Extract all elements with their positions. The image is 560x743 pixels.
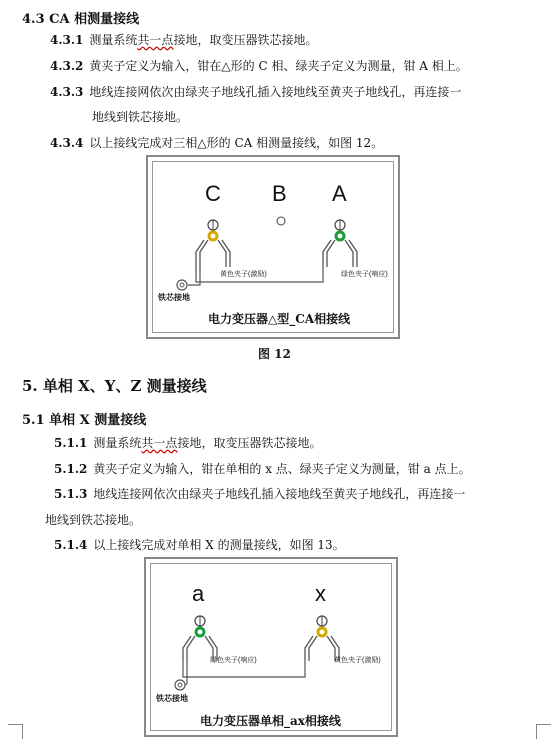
page-corner-mark-left (8, 724, 23, 739)
item-number: 4.3.1 (50, 33, 84, 47)
core-ground-label-13: 铁芯接地 (156, 694, 188, 703)
terminal-a-lower (195, 616, 205, 636)
item-text-wavy: 共一点 (137, 33, 174, 47)
item-text: 接地，取变压器铁芯接地。 (177, 436, 322, 450)
page-corner-mark-right (536, 724, 551, 739)
figure-13-diagram (146, 559, 396, 735)
item-text: 接地，取变压器铁芯接地。 (173, 33, 318, 47)
core-ground-symbol (177, 280, 187, 290)
section-heading-4-3: 4.3 CA 相测量接线 (22, 12, 140, 27)
paragraph-5-1-3 (54, 485, 465, 502)
label-point-a: a (192, 581, 205, 606)
green-clip-leads (323, 240, 357, 267)
item-text: 地线连接网依次由绿夹子地线孔插入接地线至黄夹子地线孔，再连接一 (93, 487, 466, 501)
figure-12-caption: 电力变压器△型_CA相接线 (208, 312, 351, 326)
green-clip-label: 绿色夹子(响应) (341, 271, 388, 278)
terminal-c (208, 220, 218, 240)
item-text: 黄夹子定义为输入，钳在△形的 C 相、绿夹子定义为测量，钳 A 相上。 (89, 59, 468, 73)
paragraph-5-1-3-cont: 地线到铁芯接地。 (45, 513, 142, 527)
figure-12-title: 图 12 (258, 347, 291, 361)
paragraph-4-3-3 (50, 83, 461, 100)
label-phase-b: B (272, 181, 287, 206)
item-number: 5.1.1 (54, 436, 88, 450)
paragraph-4-3-3-cont: 地线到铁芯接地。 (92, 110, 189, 124)
figure-13-caption: 电力变压器单相_ax相接线 (200, 714, 341, 728)
section-heading-5: 5. 单相 X、Y、Z 测量接线 (22, 377, 207, 395)
figure-12-frame (146, 155, 400, 339)
item-text: 测量系统 (93, 436, 142, 450)
item-number: 5.1.4 (54, 538, 88, 552)
figure-13-frame (144, 557, 398, 737)
label-phase-a: A (332, 181, 347, 206)
item-text-wavy: 共一点 (141, 436, 178, 450)
paragraph-5-1-2 (54, 460, 471, 477)
item-number: 4.3.3 (50, 85, 84, 99)
label-point-x: x (315, 581, 326, 606)
item-text: 地线连接网依次由绿夹子地线孔插入接地线至黄夹子地线孔，再连接一 (89, 85, 462, 99)
core-ground-label: 铁芯接地 (158, 293, 190, 302)
paragraph-4-3-2 (50, 57, 468, 74)
terminal-b (277, 217, 285, 225)
core-ground-symbol-13 (175, 680, 185, 690)
terminal-a (335, 220, 345, 240)
paragraph-5-1-1 (54, 434, 321, 451)
item-number: 4.3.4 (50, 136, 84, 150)
yellow-clip-label-13: 黄色夹子(激励) (334, 657, 381, 664)
yellow-clip-leads (196, 240, 230, 272)
item-text: 测量系统 (89, 33, 138, 47)
yellow-clip-label: 黄色夹子(激励) (220, 271, 267, 278)
item-text: 以上接线完成对单相 X 的测量接线，如图 13。 (93, 538, 345, 552)
item-number: 5.1.3 (54, 487, 88, 501)
paragraph-4-3-1 (50, 31, 317, 48)
item-number: 4.3.2 (50, 59, 84, 73)
item-text: 以上接线完成对三相△形的 CA 相测量接线，如图 12。 (89, 136, 384, 150)
label-phase-c: C (205, 181, 221, 206)
item-text: 黄夹子定义为输入，钳在单相的 x 点、绿夹子定义为测量，钳 a 点上。 (93, 462, 471, 476)
item-number: 5.1.2 (54, 462, 88, 476)
paragraph-4-3-4 (50, 134, 383, 151)
section-heading-5-1: 5.1 单相 X 测量接线 (22, 413, 147, 428)
green-clip-label-13: 绿色夹子(响应) (210, 657, 257, 664)
terminal-x (317, 616, 327, 636)
paragraph-5-1-4 (54, 536, 345, 553)
